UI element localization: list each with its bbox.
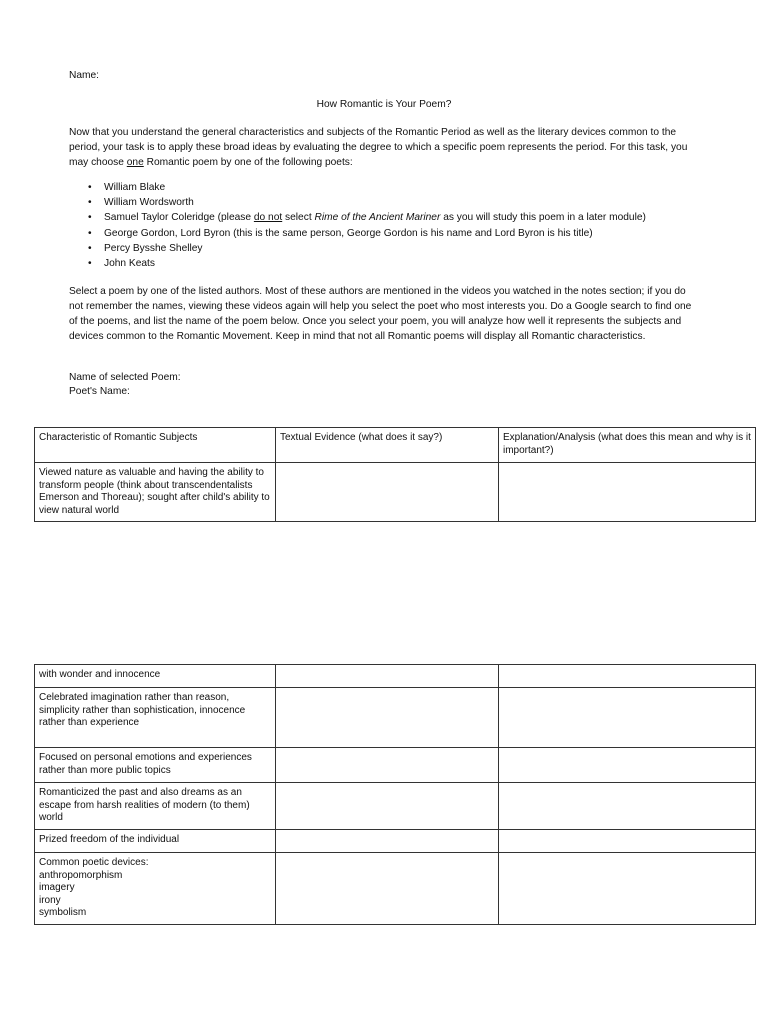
poet-name: John Keats	[104, 257, 155, 269]
header-characteristic: Characteristic of Romantic Subjects	[35, 428, 276, 463]
analysis-cell[interactable]	[499, 665, 756, 688]
table-row	[35, 748, 756, 783]
analysis-cell[interactable]	[499, 688, 756, 748]
table-row	[35, 783, 756, 830]
table-row	[35, 665, 756, 688]
intro-text-a: Now that you understand the general characteristics and subjects of the Romantic Period as well as the literary devices common to the period, your task is to apply these broad ideas by evaluating the degree to which a specific poem represents the period. For this task, you may choose	[69, 127, 688, 168]
evidence-cell[interactable]	[276, 830, 499, 853]
evidence-cell[interactable]	[276, 463, 499, 522]
poet-name: Percy Bysshe Shelley	[104, 242, 203, 254]
intro-text-b: Romantic poem by one of the following poets:	[143, 157, 353, 168]
characteristic-cell: Prized freedom of the individual	[35, 830, 276, 853]
header-analysis: Explanation/Analysis (what does this mean and why is it important?)	[499, 428, 756, 463]
evidence-cell[interactable]	[276, 665, 499, 688]
characteristic-cell: Romanticized the past and also dreams as an escape from harsh realities of modern (to them) world	[35, 783, 276, 830]
intro-paragraph	[69, 125, 699, 170]
analysis-cell[interactable]	[499, 463, 756, 522]
analysis-cell[interactable]	[499, 830, 756, 853]
characteristic-cell: Celebrated imagination rather than reason, simplicity rather than sophistication, innocence rather than experience	[35, 688, 276, 748]
poet-item	[69, 180, 646, 195]
poet-item	[69, 195, 646, 210]
table-row	[35, 853, 756, 925]
characteristic-cell: with wonder and innocence	[35, 665, 276, 688]
coleridge-end: as you will study this poem in a later module)	[440, 212, 646, 224]
poet-item	[69, 256, 646, 271]
poet-name: William Blake	[104, 182, 166, 193]
poet-item	[69, 226, 646, 241]
analysis-cell[interactable]	[499, 853, 756, 925]
instructions-paragraph: Select a poem by one of the listed authors. Most of these authors are mentioned in the videos you watched in the notes section; if you do not remember the names, viewing these videos again will help you select the poet who most interests you. Do a Google search to find one of the poems, and list the name of the poem below. Once you select your poem, you will analyze how well it represents the subjects and devices common to the Romantic Movement. Keep in mind that not all Romantic poems will display all Romantic characteristics.	[69, 286, 692, 342]
device-item: irony	[39, 894, 61, 906]
evidence-cell[interactable]	[276, 783, 499, 830]
poet-item	[69, 210, 646, 225]
coleridge-title: Rime of the Ancient Mariner	[314, 212, 441, 224]
coleridge-not: do not	[253, 212, 283, 224]
poem-name-label: Name of selected Poem:	[69, 372, 181, 383]
device-item: symbolism	[39, 907, 87, 918]
analysis-cell[interactable]	[499, 783, 756, 830]
analysis-cell[interactable]	[499, 748, 756, 783]
header-evidence: Textual Evidence (what does it say?)	[276, 428, 499, 463]
evidence-cell[interactable]	[276, 748, 499, 783]
devices-cell	[35, 853, 276, 925]
device-item: anthropomorphism	[39, 869, 123, 881]
poet-name: Samuel Taylor Coleridge (please	[104, 212, 254, 224]
evidence-cell[interactable]	[276, 688, 499, 748]
evidence-cell[interactable]	[276, 853, 499, 925]
poet-name: George Gordon, Lord Byron (this is the same person, George Gordon is his name and Lord Byron is his title)	[104, 227, 593, 239]
page-title: How Romantic is Your Poem?	[316, 99, 452, 110]
poet-list	[69, 180, 646, 271]
header-row	[35, 428, 756, 463]
poet-name-label: Poet's Name:	[69, 386, 130, 397]
table-row	[35, 688, 756, 748]
poet-name: William Wordsworth	[104, 197, 194, 209]
devices-heading: Common poetic devices:	[39, 857, 149, 868]
intro-emphasis: one	[126, 157, 144, 168]
characteristics-table-top	[34, 427, 756, 522]
characteristics-table-bottom	[34, 664, 756, 925]
characteristic-cell: Viewed nature as valuable and having the ability to transform people (think about transcendentalists Emerson and Thoreau); sought after child's ability to view natural world	[35, 463, 276, 522]
coleridge-mid: select	[282, 212, 315, 224]
name-label: Name:	[69, 70, 100, 81]
poet-item	[69, 241, 646, 256]
table-row	[35, 463, 756, 522]
device-item: imagery	[39, 882, 75, 893]
characteristic-cell: Focused on personal emotions and experiences rather than more public topics	[35, 748, 276, 783]
table-row	[35, 830, 756, 853]
